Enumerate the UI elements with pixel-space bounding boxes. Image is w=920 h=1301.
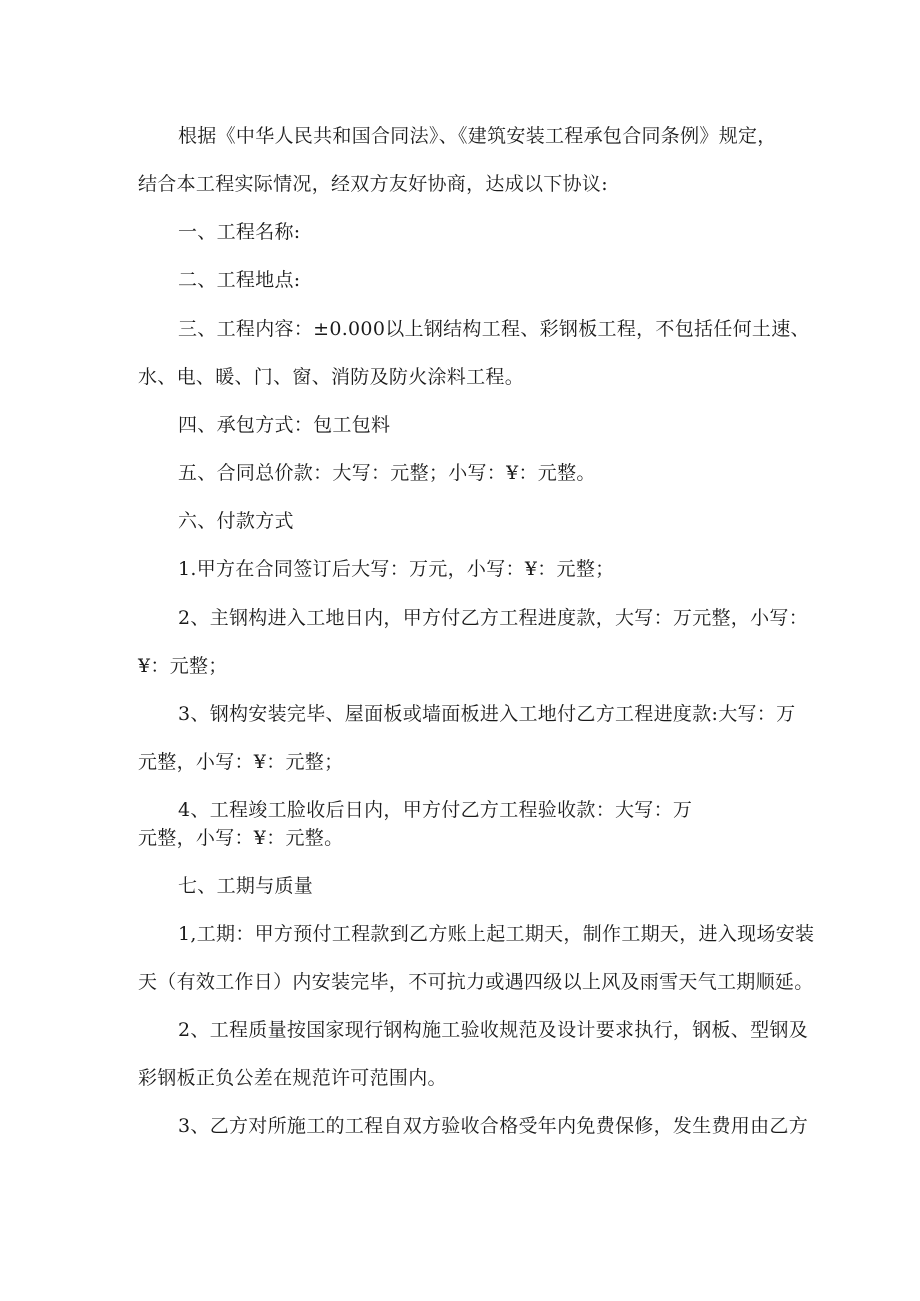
payment-item-3-line-1: 3、钢构安装完毕、屋面板或墙面板进入工地付乙方工程进度款:大写：万	[178, 703, 796, 725]
payment-item-3-line-2: 元整，小写：¥：元整；	[138, 751, 344, 773]
preamble-line-2: 结合本工程实际情况，经双方友好协商，达成以下协议:	[138, 173, 608, 195]
payment-item-2-line-2: ¥：元整；	[138, 655, 228, 677]
payment-item-4-line-1: 4、工程竣工脸收后日内，甲方付乙方工程验收款：大写：万	[178, 799, 693, 821]
preamble-line-1: 根据《中华人民共和国合同法》、《建筑安装工程承包合同条例》规定，	[178, 125, 777, 147]
clause-7-heading: 七、工期与质量	[178, 875, 314, 897]
quality-item-2-line-2: 彩钢板正负公差在规范许可范围内。	[138, 1067, 447, 1089]
schedule-item-1-line-1: 1,工期：甲方预付工程款到乙方账上起工期天，制作工期天，进入现场安装	[178, 923, 815, 945]
clause-5-total-price: 五、合同总价款：大写：元整；小写：¥：元整。	[178, 462, 596, 484]
payment-item-2-line-1: 2、主钢构进入工地日内，甲方付乙方工程进度款，大写：万元整，小写：	[178, 607, 808, 629]
quality-item-2-line-1: 2、工程质量按国家现行钢构施工验收规范及设计要求执行，钢板、型钢及	[178, 1019, 808, 1041]
clause-2-project-location: 二、工程地点:	[178, 269, 301, 291]
clause-3-content-line-2: 水、电、暖、门、窗、消防及防火涂料工程。	[138, 366, 525, 388]
clause-3-content-line-1: 三、工程内容：±0.000以上钢结构工程、彩钢板工程，不包括任何土速、	[178, 318, 810, 340]
payment-item-1: 1.甲方在合同签订后大写：万元，小写：¥：元整；	[178, 558, 615, 580]
payment-item-4-line-2: 元整，小写：¥：元整。	[138, 827, 344, 849]
clause-4-contract-mode: 四、承包方式：包工包料	[178, 414, 391, 436]
clause-6-heading: 六、付款方式	[178, 510, 294, 532]
schedule-item-1-line-2: 天（有效工作日）内安装完毕，不可抗力或遇四级以上风及雨雪天气工期顺延。	[138, 971, 814, 993]
clause-1-project-name: 一、工程名称:	[178, 221, 301, 243]
warranty-item-3-line-1: 3、乙方对所施工的工程自双方验收合格受年内免费保修，发生费用由乙方	[178, 1115, 808, 1137]
